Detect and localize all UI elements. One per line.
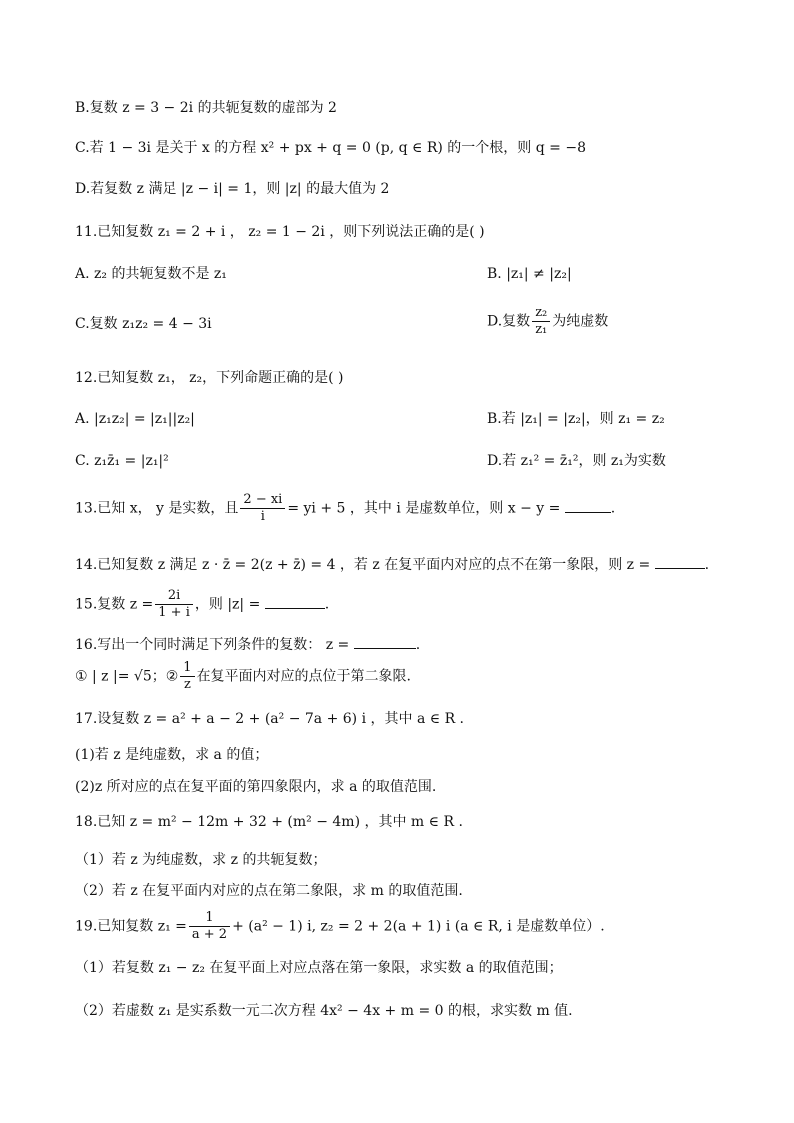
q16-fraction (180, 660, 194, 693)
q17-stem: 17.设复数 z = a² + a − 2 + (a² − 7a + 6) i ，其中 a ∈ R . (75, 711, 465, 727)
q19-numerator: 1 (189, 910, 230, 927)
q10-option-d: D.若复数 z 满足 |z − i| = 1，则 |z| 的最大值为 2 (75, 181, 390, 197)
q11-d-fraction (532, 305, 550, 338)
q14-line (75, 554, 709, 575)
q12-stem: 12.已知复数 z₁， z₂，下列命题正确的是( ) (75, 370, 344, 386)
q13-numerator: 2 − xi (240, 492, 285, 509)
q19-fraction (189, 910, 230, 943)
q11-option-a: A. z₂ 的共轭复数不是 z₁ (75, 266, 227, 282)
q19-part1: （1）若复数 z₁ − z₂ 在复平面上对应点落在第一象限，求实数 a 的取值范围； (75, 960, 563, 976)
q15-end: . (324, 596, 330, 613)
q10-option-c: C.若 1 − 3i 是关于 x 的方程 x² + px + q = 0 (p, q ∈ R) 的一个根，则 q = −8 (75, 140, 586, 156)
q16-conditions (75, 660, 411, 693)
q15-answer-blank (265, 594, 325, 609)
q12-option-b: B.若 |z₁| = |z₂|，则 z₁ = z₂ (487, 411, 665, 427)
q15-suffix: ，则 |z| = (194, 596, 261, 613)
q11-option-d (487, 305, 608, 338)
q12-option-c: C. z₁z̄₁ = |z₁|² (75, 453, 169, 469)
q15-denominator: 1 + i (158, 605, 190, 620)
q11-d-numerator: z₂ (532, 305, 550, 322)
q11-d-suffix: 为纯虚数 (552, 313, 609, 330)
q11-d-prefix: D.复数 (487, 313, 531, 330)
q12-option-d: D.若 z₁² = z̄₁²，则 z₁为实数 (487, 453, 666, 469)
q11-stem: 11.已知复数 z₁ = 2 + i ， z₂ = 1 − 2i ，则下列说法正确的是( ) (75, 224, 485, 240)
q15-prefix: 15.复数 z = (75, 596, 154, 613)
q19-denominator: a + 2 (191, 927, 228, 942)
q13-end: . (610, 500, 616, 517)
q12-option-a: A. |z₁z₂| = |z₁||z₂| (75, 411, 195, 427)
q17-part1: (1)若 z 是纯虚数，求 a 的值； (75, 747, 269, 763)
q11-d-denominator: z₁ (535, 322, 548, 337)
q16-stem: 16.写出一个同时满足下列条件的复数： z = (75, 637, 350, 653)
q17-part2: (2)z 所对应的点在复平面的第四象限内，求 a 的取值范围. (75, 779, 437, 795)
q16-numerator: 1 (180, 660, 194, 677)
q15-line (75, 588, 329, 621)
q18-part2: （2）若 z 在复平面内对应的点在第二象限，求 m 的取值范围. (75, 883, 463, 899)
q16-cond-prefix: ① | z |= √5；② (75, 668, 179, 685)
q13-line (75, 492, 615, 525)
q11-option-b: B. |z₁| ≠ |z₂| (487, 266, 572, 282)
q15-numerator: 2i (155, 588, 193, 605)
q16-cond-suffix: 在复平面内对应的点位于第二象限. (196, 668, 412, 685)
q19-stem-line (75, 910, 605, 943)
q18-part1: （1）若 z 为纯虚数，求 z 的共轭复数； (75, 852, 327, 868)
q13-denominator: i (260, 509, 265, 524)
q13-answer-blank (565, 498, 611, 513)
q16-end: . (415, 637, 421, 653)
q13-fraction (240, 492, 285, 525)
q16-denominator: z (183, 677, 191, 692)
q15-fraction (155, 588, 193, 621)
q10-option-b: B.复数 z = 3 − 2i 的共轭复数的虚部为 2 (75, 100, 337, 116)
q13-prefix: 13.已知 x， y 是实数，且 (75, 500, 239, 517)
q19-suffix: + (a² − 1) i, z₂ = 2 + 2(a + 1) i (a ∈ R, i 是虚数单位）. (232, 918, 605, 935)
q18-stem: 18.已知 z = m² − 12m + 32 + (m² − 4m) ，其中 m ∈ R . (75, 814, 463, 830)
q16-stem-line (75, 634, 420, 655)
q19-part2: （2）若虚数 z₁ 是实系数一元二次方程 4x² − 4x + m = 0 的根，求实数 m 值. (75, 1003, 573, 1019)
q11-option-c: C.复数 z₁z₂ = 4 − 3i (75, 316, 212, 332)
q13-suffix: = yi + 5 ，其中 i 是虚数单位，则 x − y = (287, 500, 561, 517)
q19-prefix: 19.已知复数 z₁ = (75, 918, 187, 935)
q14-text: 14.已知复数 z 满足 z · z̄ = 2(z + z̄) = 4 ，若 z 在复平面内对应的点不在第一象限，则 z = (75, 557, 651, 573)
q14-answer-blank (655, 554, 705, 569)
q16-answer-blank (354, 634, 416, 649)
q14-end: . (704, 557, 710, 573)
